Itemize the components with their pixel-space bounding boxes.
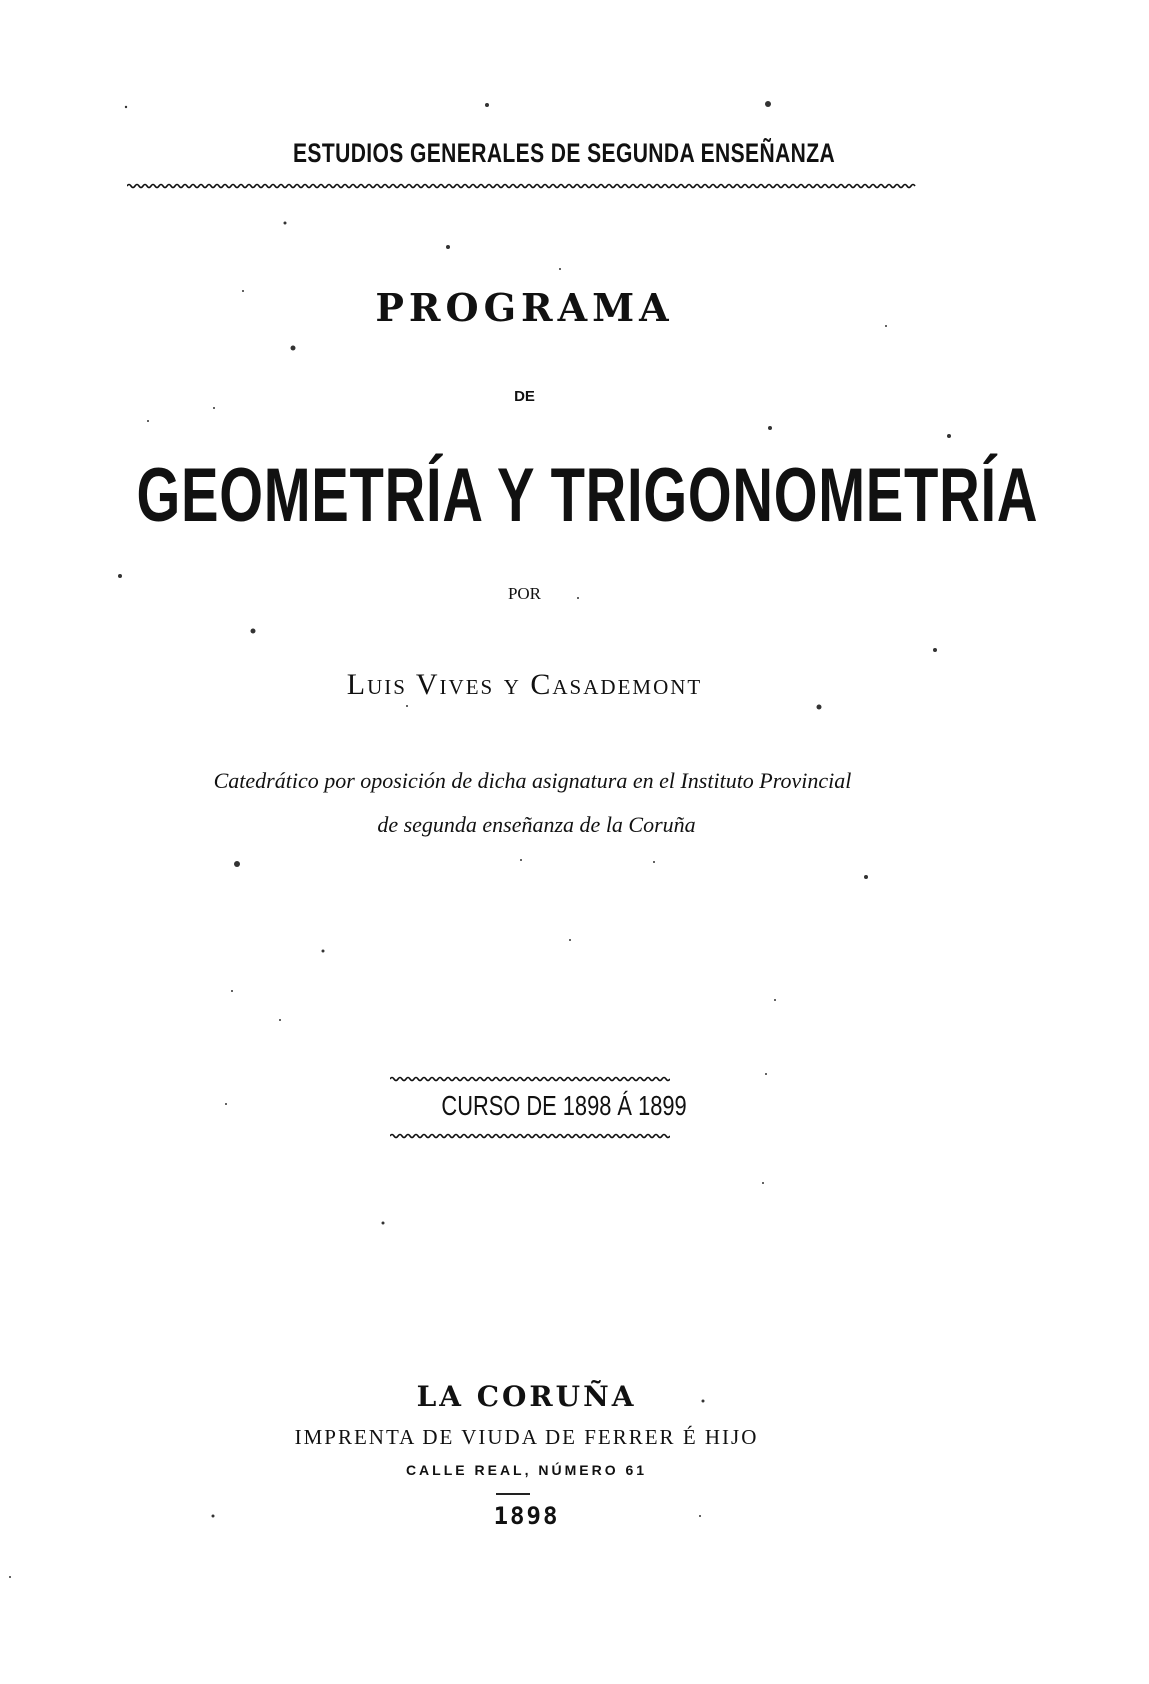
imprint-divider (496, 1493, 530, 1495)
by-label: POR (507, 584, 542, 603)
course-label: CURSO DE 1898 Á 1899 (441, 1090, 687, 1121)
subject-title: GEOMETRÍA Y TRIGONOMETRÍA (136, 453, 1039, 538)
imprint-year: 1898 (493, 1502, 560, 1530)
author-name: Luis Vives y Casademont (346, 668, 703, 701)
author-credential-line1: Catedrático por oposición de dicha asignatura en el Instituto Provincial (213, 768, 852, 793)
series-heading: ESTUDIOS GENERALES DE SEGUNDA ENSEÑANZA (292, 138, 836, 168)
title-connector: DE (514, 388, 535, 405)
wavy-rule-course-bottom (390, 1133, 670, 1139)
wavy-rule-top (127, 183, 917, 189)
wavy-rule-course-top (390, 1076, 670, 1082)
title-programa: PROGRAMA (375, 285, 674, 330)
author-credential-line2: de segunda enseñanza de la Coruña (377, 812, 696, 837)
imprint-printer: IMPRENTA DE VIUDA DE FERRER É HIJO (294, 1425, 759, 1449)
imprint-address: CALLE REAL, NÚMERO 61 (405, 1462, 648, 1478)
imprint-city: LA CORUÑA (416, 1380, 637, 1413)
